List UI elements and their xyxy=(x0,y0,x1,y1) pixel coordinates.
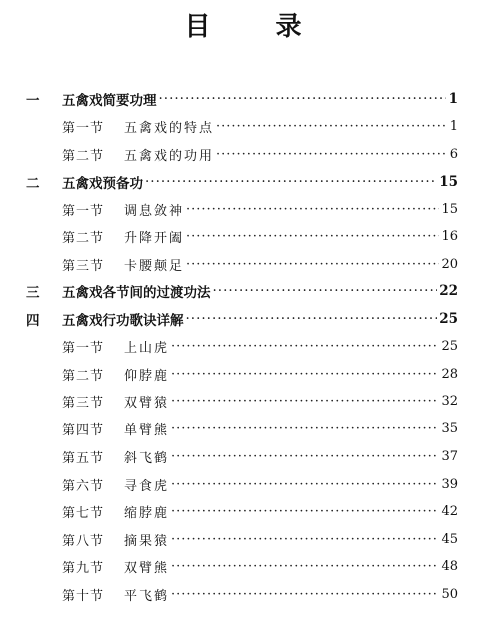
entry-page-number: 22 xyxy=(439,283,458,299)
entry-number: 四 xyxy=(26,313,40,329)
entry-title: 五禽戏的特点 xyxy=(124,120,215,136)
dot-leader xyxy=(186,257,439,272)
entry-page-number: 6 xyxy=(449,146,458,162)
toc-chapter-entry[interactable] xyxy=(26,308,458,330)
toc-section-entry[interactable] xyxy=(62,583,458,605)
entry-number: 第九节 xyxy=(62,560,105,576)
entry-number: 第一节 xyxy=(62,203,105,219)
entry-number: 第二节 xyxy=(62,230,105,246)
entry-title: 双臂猿 xyxy=(124,395,170,411)
entry-title: 缩脖鹿 xyxy=(124,505,170,521)
entry-number: 第八节 xyxy=(62,533,105,549)
toc-section-entry[interactable] xyxy=(62,528,458,550)
dot-leader xyxy=(171,339,439,354)
dot-leader xyxy=(171,394,439,409)
entry-page-number: 42 xyxy=(441,503,458,519)
dot-leader xyxy=(216,119,446,134)
toc-section-entry[interactable] xyxy=(62,555,458,577)
toc-section-entry[interactable] xyxy=(62,390,458,412)
toc-section-entry[interactable] xyxy=(62,417,458,439)
page-title: 目 录 xyxy=(184,12,330,42)
entry-number: 第一节 xyxy=(62,340,105,356)
dot-leader xyxy=(171,559,439,574)
entry-number: 一 xyxy=(26,93,40,109)
entry-page-number: 28 xyxy=(441,366,458,382)
dot-leader xyxy=(186,311,438,327)
entry-title: 调息敛神 xyxy=(124,203,185,219)
entry-page-number: 1 xyxy=(449,118,458,134)
toc-section-entry[interactable] xyxy=(62,253,458,275)
toc-section-entry[interactable] xyxy=(62,335,458,357)
entry-page-number: 16 xyxy=(441,228,458,244)
entry-page-number: 15 xyxy=(439,174,458,190)
entry-title: 寻食虎 xyxy=(124,478,170,494)
entry-number: 第三节 xyxy=(62,258,105,274)
dot-leader xyxy=(171,477,439,492)
entry-page-number: 48 xyxy=(441,558,458,574)
dot-leader xyxy=(159,91,447,107)
entry-title: 五禽戏的功用 xyxy=(124,148,215,164)
entry-title: 五禽戏预备功 xyxy=(62,176,143,192)
entry-number: 第一节 xyxy=(62,120,105,136)
entry-page-number: 20 xyxy=(441,256,458,272)
entry-page-number: 35 xyxy=(441,420,458,436)
entry-page-number: 32 xyxy=(441,393,458,409)
entry-title: 单臂熊 xyxy=(124,422,170,438)
entry-number: 第五节 xyxy=(62,450,105,466)
dot-leader xyxy=(186,202,439,217)
entry-title: 上山虎 xyxy=(124,340,170,356)
toc-chapter-entry[interactable] xyxy=(26,280,458,302)
entry-title: 双臂熊 xyxy=(124,560,170,576)
entry-number: 第六节 xyxy=(62,478,105,494)
entry-page-number: 25 xyxy=(441,338,458,354)
entry-page-number: 37 xyxy=(441,448,458,464)
toc-section-entry[interactable] xyxy=(62,363,458,385)
entry-page-number: 25 xyxy=(439,311,458,327)
toc-chapter-entry[interactable] xyxy=(26,171,458,193)
entry-number: 第二节 xyxy=(62,368,105,384)
toc-chapter-entry[interactable] xyxy=(26,88,458,110)
dot-leader xyxy=(171,532,439,547)
entry-number: 第二节 xyxy=(62,148,105,164)
dot-leader xyxy=(171,449,439,464)
entry-page-number: 39 xyxy=(441,476,458,492)
dot-leader xyxy=(216,147,446,162)
dot-leader xyxy=(171,421,439,436)
entry-title: 五禽戏简要功理 xyxy=(62,93,157,109)
entry-title: 卡腰颠足 xyxy=(124,258,185,274)
entry-number: 第四节 xyxy=(62,422,105,438)
entry-number: 三 xyxy=(26,285,40,301)
dot-leader xyxy=(171,367,439,382)
entry-title: 摘果猿 xyxy=(124,533,170,549)
toc-section-entry[interactable] xyxy=(62,143,458,165)
entry-number: 第七节 xyxy=(62,505,105,521)
entry-number: 第十节 xyxy=(62,588,105,604)
entry-title: 仰脖鹿 xyxy=(124,368,170,384)
entry-title: 五禽戏各节间的过渡功法 xyxy=(62,285,211,301)
dot-leader xyxy=(171,504,439,519)
dot-leader xyxy=(186,229,439,244)
entry-title: 五禽戏行功歌诀详解 xyxy=(62,313,184,329)
entry-page-number: 45 xyxy=(441,531,458,547)
toc-section-entry[interactable] xyxy=(62,473,458,495)
toc-section-entry[interactable] xyxy=(62,198,458,220)
entry-page-number: 50 xyxy=(441,586,458,602)
toc-section-entry[interactable] xyxy=(62,445,458,467)
entry-title: 平飞鹤 xyxy=(124,588,170,604)
dot-leader xyxy=(213,283,438,299)
entry-title: 升降开阖 xyxy=(124,230,185,246)
toc-section-entry[interactable] xyxy=(62,225,458,247)
entry-page-number: 1 xyxy=(448,91,458,107)
dot-leader xyxy=(145,174,437,190)
toc-section-entry[interactable] xyxy=(62,500,458,522)
dot-leader xyxy=(171,587,439,602)
toc-section-entry[interactable] xyxy=(62,115,458,137)
entry-page-number: 15 xyxy=(441,201,458,217)
entry-number: 第三节 xyxy=(62,395,105,411)
entry-number: 二 xyxy=(26,176,40,192)
entry-title: 斜飞鹤 xyxy=(124,450,170,466)
